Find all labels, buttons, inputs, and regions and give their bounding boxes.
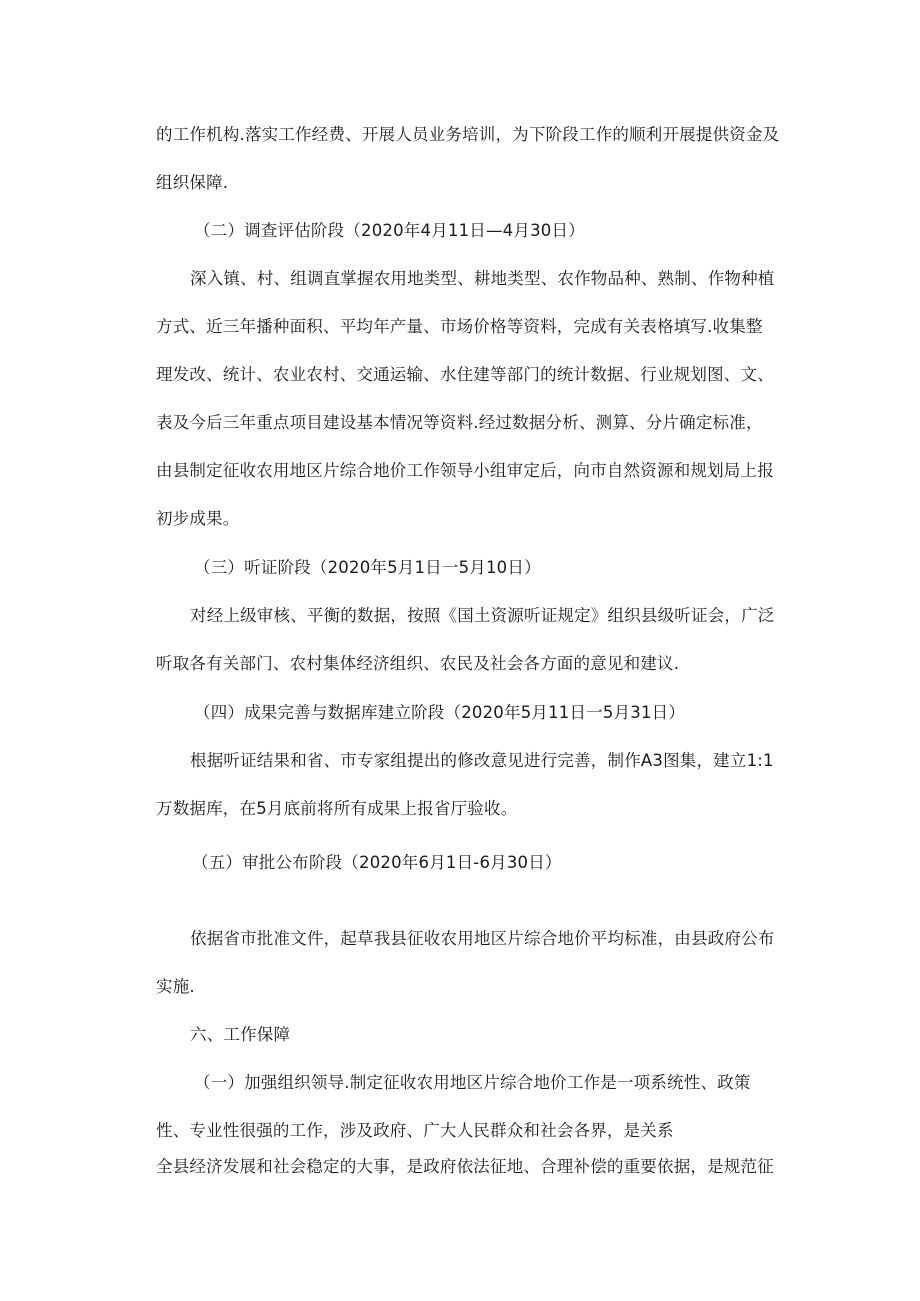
paragraph-line: （一）加强组织领导.制定征收农用地区片综合地价工作是一项系统性、政策 (194, 1073, 751, 1092)
paragraph-line: 实施. (156, 977, 195, 996)
paragraph-line: 万数据库，在5月底前将所有成果上报省厅验收。 (156, 799, 518, 818)
paragraph-line: 表及今后三年重点项目建设基本情况等资料.经过数据分析、测算、分片确定标准， (156, 413, 763, 432)
paragraph-line: 听取各有关部门、农村集体经济组织、农民及社会各方面的意见和建议. (156, 654, 680, 673)
section-heading-approval: （五）审批公布阶段（2020年6月1日-6月30日） (192, 853, 562, 872)
paragraph-line: 初步成果。 (156, 509, 240, 528)
section-heading-hearing: （三）听证阶段（2020年5月1日一5月10日） (194, 558, 541, 577)
paragraph-line: 理发改、统计、农业农村、交通运输、水住建等部门的统计数据、行业规划图、文、 (156, 365, 774, 384)
section-heading-work-guarantee: 六、工作保障 (190, 1025, 291, 1044)
paragraph-line: 根据听证结果和省、市专家组提出的修改意见进行完善，制作A3图集，建立1:1 (190, 751, 774, 770)
section-heading-investigation: （二）调查评估阶段（2020年4月11日—4月30日） (194, 221, 585, 240)
paragraph-line: 的工作机构.落实工作经费、开展人员业务培训，为下阶段工作的顺利开展提供资金及 (156, 125, 780, 144)
section-heading-database: （四）成果完善与数据库建立阶段（2020年5月11日一5月31日） (194, 703, 686, 722)
paragraph-line: 全县经济发展和社会稳定的大事，是政府依法征地、合理补偿的重要依据，是规范征 (156, 1157, 774, 1176)
paragraph-line: 方式、近三年播种面积、平均年产量、市场价格等资料，完成有关表格填写.收集整 (156, 317, 763, 336)
paragraph-line: 性、专业性很强的工作，涉及政府、广大人民群众和社会各界，是关系 (156, 1121, 674, 1140)
paragraph-line: 组织保障. (156, 173, 229, 192)
paragraph-line: 依据省市批准文件，起草我县征收农用地区片综合地价平均标准，由县政府公布 (190, 929, 775, 948)
paragraph-line: 深入镇、村、组调直掌握农用地类型、耕地类型、农作物品种、熟制、作物种植 (190, 269, 775, 288)
paragraph-line: 对经上级审核、平衡的数据，按照《国土资源听证规定》组织县级听证会，广泛 (190, 606, 775, 625)
paragraph-line: 由县制定征收农用地区片综合地价工作领导小组审定后，向市自然资源和规划局上报 (156, 461, 774, 480)
